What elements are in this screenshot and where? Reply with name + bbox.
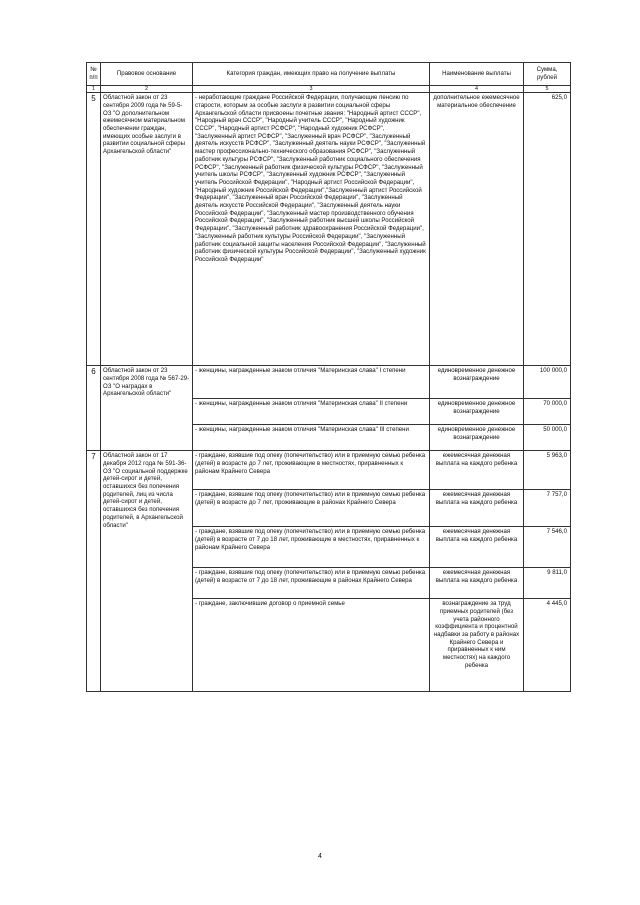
payment-name-cell: единовременное денежное вознаграждение	[430, 366, 524, 399]
column-numbers-row	[87, 86, 571, 93]
row-number: 5	[87, 93, 101, 366]
payment-name-cell: ежемесячная денежная выплата на каждого ребенка	[430, 451, 524, 490]
payment-name-cell: ежемесячная денежная выплата на каждого ребенка	[430, 568, 524, 599]
sum-cell: 7 757,0	[524, 490, 571, 527]
col-number: 3	[193, 86, 430, 93]
category-cell: - граждане, взявшие под опеку (попечительство) или в приемную семью ребенка (детей) в возрасте до 7 лет, проживающие в районах Крайнего Севера	[193, 490, 430, 527]
table-row	[87, 366, 571, 399]
header-num: № п/п	[87, 63, 101, 86]
document-page	[86, 62, 570, 692]
sum-cell: 7 546,0	[524, 527, 571, 568]
header-law: Правовое основание	[101, 63, 193, 86]
category-cell: - женщины, награжденные знаком отличия "Материнская слава" III степени	[193, 425, 430, 451]
page-number: 4	[318, 853, 322, 860]
payment-name-cell: единовременное денежное вознаграждение	[430, 425, 524, 451]
category-cell: - граждане, заключившие договор о приемной семье	[193, 599, 430, 692]
table-row	[87, 451, 571, 490]
payment-name-cell: единовременное денежное вознаграждение	[430, 399, 524, 425]
payment-name-cell: дополнительное ежемесячное материальное обеспечение	[430, 93, 524, 366]
table-row	[87, 93, 571, 366]
header-sum: Сумма, рублей	[524, 63, 571, 86]
payment-name-cell: ежемесячная денежная выплата на каждого ребенка	[430, 527, 524, 568]
sum-cell: 100 000,0	[524, 366, 571, 399]
law-cell: Областной закон от 17 декабря 2012 года № 591-36-ОЗ "О социальной поддержке детей-сирот и детей, оставшихся без попечения родителей, лиц из числа детей-сирот и детей, оставшихся без попечения родителей, в Архангельской области"	[101, 451, 193, 692]
col-number: 4	[430, 86, 524, 93]
payments-table	[86, 62, 571, 692]
sum-cell: 625,0	[524, 93, 571, 366]
category-cell: - женщины, награжденные знаком отличия "Материнская слава" II степени	[193, 399, 430, 425]
sum-cell: 4 445,0	[524, 599, 571, 692]
category-cell: - неработающие граждане Российской Федерации, получающие пенсию по старости, которым за особые заслуги в развитии социальной сферы Архангельской области присвоены почетные звания: "Народный артист СССР", "Народный врач СССР", "Народный учитель СССР", "Народный художник СССР", "Народный артист РСФСР", "Народный художник РСФСР", "Заслуженный артист РСФСР", "Заслуженный врач РСФСР", "Заслуженный деятель искусств РСФСР", "Заслуженный деятель науки РСФСР", "Заслуженный мастер профессионально-технического образования РСФСР", "Заслуженный работник культуры РСФСР", "Заслуженный работник социального обеспечения РСФСР", "Заслуженный работник физической культуры РСФСР", "Заслуженный учитель школы РСФСР", "Заслуженный художник РСФСР", "Заслуженный учитель Российской Федерации", "Народный артист Российской Федерации", "Народный художник Российской Федерации","Заслуженный артист Российской Федерации", "Заслуженный врач Российской Федерации", "Заслуженный деятель искусств Российской Федерации", "Заслуженный деятель науки Российской Федерации", "Заслуженный мастер производственного обучения Российской Федерации", "Заслуженный работник высшей школы Российской Федерации", "Заслуженный работник здравоохранения Российской Федерации", "Заслуженный работник культуры Российской Федерации", "Заслуженный работник социальной защиты населения Российской Федерации", "Заслуженный работник физической культуры Российской Федерации", "Заслуженный художник Российской Федерации"	[193, 93, 430, 366]
col-number: 1	[87, 86, 101, 93]
law-cell: Областной закон от 23 сентября 2008 года № 567-29-ОЗ "О наградах в Архангельской области"	[101, 366, 193, 451]
payment-name-cell: ежемесячная денежная выплата на каждого ребенка	[430, 490, 524, 527]
row-number: 7	[87, 451, 101, 692]
sum-cell: 70 000,0	[524, 399, 571, 425]
sum-cell: 50 000,0	[524, 425, 571, 451]
col-number: 5	[524, 86, 571, 93]
sum-cell: 5 963,0	[524, 451, 571, 490]
category-cell: - женщины, награжденные знаком отличия "Материнская слава" I степени	[193, 366, 430, 399]
row-number: 6	[87, 366, 101, 451]
category-cell: - граждане, взявшие под опеку (попечительство) или в приемную семью ребенка (детей) в возрасте от 7 до 18 лет, проживающие в районах Крайнего Севера	[193, 568, 430, 599]
law-cell: Областной закон от 23 сентября 2009 года № 59-5-ОЗ "О дополнительном ежемесячном материальном обеспечении граждан, имеющих особые заслуги в развитии социальной сферы Архангельской области"	[101, 93, 193, 366]
payment-name-cell: вознаграждение за труд приемных родителей (без учета районного коэффициента и процентной надбавки за работу в районах Крайнего Севера и приравненных к ним местностях) на каждого ребенка	[430, 599, 524, 692]
category-cell: - граждане, взявшие под опеку (попечительство) или в приемную семью ребенка (детей) в возрасте от 7 до 18 лет, проживающие в местностях, приравненных к районам Крайнего Севера	[193, 527, 430, 568]
col-number: 2	[101, 86, 193, 93]
header-category: Категория граждан, имеющих право на получение выплаты	[193, 63, 430, 86]
sum-cell: 9 811,0	[524, 568, 571, 599]
header-name: Наименование выплаты	[430, 63, 524, 86]
category-cell: - граждане, взявшие под опеку (попечительство) или в приемную семью ребенка (детей) в возрасте до 7 лет, проживающие в местностях, приравненных к районам Крайнего Севера	[193, 451, 430, 490]
table-header-row	[87, 63, 571, 86]
